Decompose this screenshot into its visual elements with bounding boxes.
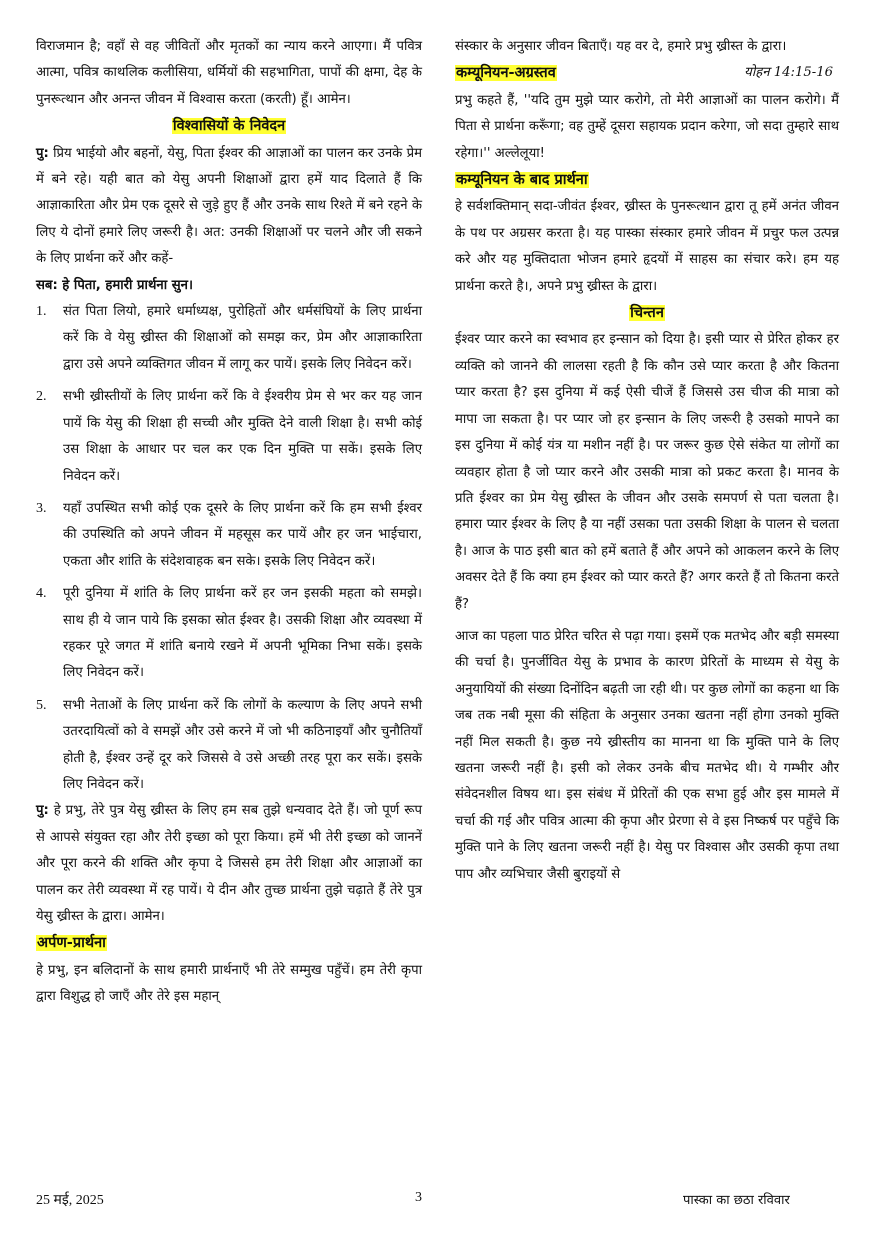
- reflection-paragraph: ईश्वर प्यार करने का स्वभाव हर इन्सान को दिया है। इसी प्यार से प्रेरित होकर हर व्यक्ति को जानने की लालसा रहती है कि कौन उसे प्यार करता है और कितना प्यार करता है? इस दुनिया में कई ऐसी चीजें हैं जिससे उस चीज की मात्रा को मापा जा सकता है। पर प्यार जो हर इन्सान के लिए जरूरी है उसको मापने का इस दुनिया में कोई यंत्र या मशीन नहीं है। पर जरूर कुछ ऐसे संकेत या लोगों का व्यवहार होता है जो प्यार करने और उसकी मात्रा को प्रकट करता है। मानव के प्रति ईश्वर का प्रेम येसु ख्रीस्त के जीवन और उसके समपर्ण से पता चलता है। हमारा प्यार ईश्वर के लिए है या नहीं उसका पता उसकी शिक्षा के पालन से चलता है। आज के पाठ इसी बात को हमें बताते हैं और अपने को आकलन करने के लिए अवसर देते हैं कि क्या हम ईश्वर को प्यार करते हैं? अगर करते हैं तो कितना करते हैं?: [455, 332, 839, 612]
- prayers-of-faithful-heading: विश्वासियों के निवेदन: [172, 118, 286, 135]
- right-column: [455, 34, 839, 888]
- petition-text: संत पिता लियो, हमारे धर्माध्यक्ष, पुरोहितों और धर्मसंघियों के लिए प्रार्थना करें कि वे येसु ख्रीस्त की शिक्षाओं को समझ कर, प्रेम और आज्ञाकारिता द्वारा उसे अपने व्यक्तिगत जीवन में लागू कर पायें। इसके लिए निवेदन करें।: [63, 304, 422, 372]
- petition-text: पूरी दुनिया में शांति के लिए प्रार्थना करें हर जन इसकी महता को समझे। साथ ही ये जान पाये कि इसका स्रोत ईश्वर है। उसकी शिक्षा और व्यवस्था में रहकर पूरे जगत में शांति बनाये रखने में अपनी भूमिका निभा सकें। इसके लिए निवेदन करें।: [63, 586, 422, 681]
- post-communion-heading: कम्यूनियन के बाद प्रार्थना: [456, 172, 588, 189]
- petition-item: [36, 693, 422, 799]
- closing-prayer: [36, 798, 422, 930]
- petition-number: 1.: [36, 304, 47, 320]
- congregation-response: सब: हे पिता, हमारी प्रार्थना सुन।: [36, 277, 193, 293]
- petition-number: 4.: [36, 586, 47, 602]
- petition-text: यहाँ उपस्थित सभी कोई एक दूसरे के लिए प्रार्थना करें कि हम सभी ईश्वर की उपस्थिति को अपने जीवन में महसूस कर पायें और हर जन भाईचारा, एकता और शांति के संदेशवाहक बन सके। इसके लिए निवेदन करें।: [63, 500, 422, 569]
- offering-prayer-heading: अर्पण-प्रार्थना: [37, 935, 106, 952]
- offering-prayer-ending: संस्कार के अनुसार जीवन बिताएँ। यह वर दे, हमारे प्रभु ख्रीस्त के द्वारा।: [455, 39, 787, 54]
- petition-item: [36, 299, 422, 378]
- closing-text: हे प्रभु, तेरे पुत्र येसु ख्रीस्त के लिए हम सब तुझे धन्यवाद देते हैं। जो पूर्ण रूप से आपसे संयुक्त रहा और तेरी इच्छा को पूरा किया। हमें भी तेरी इच्छा को जाननें और पूरा करने की शक्ति और कृपा दे जिससे हम तेरी शिक्षा और आज्ञाओं का पालन कर तेरी व्यवस्था में रह पायें। ये दीन और तुच्छ प्रार्थना तुझे चढ़ाते हैं तेरे पुत्र येसु ख्रीस्त के द्वारा। आमेन।: [36, 803, 422, 924]
- petition-number: 5.: [36, 697, 47, 713]
- creed-ending: विराजमान है; वहाँ से वह जीवितों और मृतकों का न्याय करने आएगा। मैं पवित्र आत्मा, पवित्र काथलिक कलीसिया, धर्मियों की सहभागिता, पापों की क्षमा, देह के पुनरूत्थान और अनन्त जीवन में विश्वास करता (करती) हूँ। आमेन।: [36, 39, 422, 107]
- post-communion-text: हे सर्वशक्तिमान् सदा-जीवंत ईश्वर, ख्रीस्त के पुनरूत्थान द्वारा तू हमें अनंत जीवन के पथ पर अग्रसर करता है। यह पास्का संस्कार हमारे जीवन में प्रचुर फल उत्पन्न करे और यह मुक्तिदाता भोजन हमारे हृदयों में साहस का संचार करे। हम यह प्रार्थना करते है।, अपने प्रभु ख्रीस्त के द्वारा।: [455, 199, 839, 294]
- communion-antiphon-heading: कम्यूनियन-अग्रस्तव: [456, 65, 556, 82]
- petition-text: सभी ख्रीस्तीयों के लिए प्रार्थना करें कि वे ईश्वरीय प्रेम से भर कर यह जान पायें कि येसु की शिक्षा ही सच्ची और मुक्ति देने वाली शिक्षा है। सभी कोई उस शिक्षा के आधार पर चल कर एक दिन मुक्ति पा सकें। इसके लिए निवेदन करें।: [63, 389, 422, 484]
- communion-antiphon-header: [455, 60, 839, 87]
- intro-text: प्रिय भाईयो और बहनों, येसु, पिता ईश्वर की आज्ञाओं का पालन कर उनके प्रेम में बने रहे। यही बात को येसु अपनी शिक्षाओं द्वारा हमें याद दिलाते हैं कि आज्ञाकारिता और प्रेम एक दूसरे से जुड़े हुए हैं और उनके साथ रिश्ते में बने रहने के लिए ये दोनों हमारे लिए जरूरी है। अत: उनकी शिक्षाओं पर चलने और जी सकने के लिए प्रार्थना करें और कहें-: [36, 145, 422, 267]
- petition-item: [36, 496, 422, 575]
- petition-number: 3.: [36, 500, 47, 516]
- reflection-heading: चिन्तन: [630, 305, 664, 322]
- priest-label: पु:: [36, 803, 49, 819]
- petition-item: [36, 384, 422, 490]
- petition-number: 2.: [36, 389, 47, 405]
- petition-item: [36, 581, 422, 687]
- offering-prayer-text: हे प्रभु, इन बलिदानों के साथ हमारी प्रार्थनाएँ भी तेरे सम्मुख पहुँचें। हम तेरी कृपा द्वारा विशुद्ध हो जाएँ और तेरे इस महान्: [36, 962, 422, 1005]
- footer-occasion: पास्का का छठा रविवार: [683, 1193, 790, 1208]
- reflection-paragraph: आज का पहला पाठ प्रेरित चरित से पढ़ा गया। इसमें एक मतभेद और बड़ी समस्या की चर्चा है। पुनर्जीवित येसु के प्रभाव के कारण प्रेरितों के माध्यम से येसु के अनुयायियों की संख्या दिनोंदिन बढ़ती जा रही थी। पर कुछ लोगों का कहना था कि जब तक नबी मूसा की संहिता के अनुसार उनका खतना नहीं होगा उनको मुक्ति नहीं मिल सकती है। कुछ नये ख्रीस्तीय का मानना था कि मुक्ति पाने के लिए खतना जरूरी नहीं है। इसी को लेकर उनके बीच मतभेद थी। ये गम्भीर और संवेदनशील विषय था। इस संबंध में प्रेरितों की एक सभा हुई और इस मामले में चर्चा की गई और पवित्र आत्मा की कृपा और प्रेरणा से वे इस निष्कर्ष पर पहुँचे कि मुक्ति पाने के लिए खतना जरूरी नहीं है। येसु पर विश्वास और उसकी कृपा तथा पाप और व्यभिचार जैसी बुराइयों से: [455, 628, 839, 882]
- page-number: 3: [415, 1190, 422, 1205]
- communion-antiphon-text: प्रभु कहते हैं, ''यदि तुम मुझे प्यार करोगे, तो मेरी आज्ञाओं का पालन करोगे। मैं पिता से प्रार्थना करूँगा; वह तुम्हें दूसरा सहायक प्रदान करेगा, जो सदा तुम्हारे साथ रहेगा।'' अल्लेलूया!: [455, 92, 839, 161]
- footer-date: 25 मई, 2025: [36, 1193, 104, 1208]
- left-column: [36, 34, 422, 1011]
- priest-label: पु:: [36, 145, 49, 161]
- intro-prayer: [36, 141, 422, 273]
- scripture-reference: योहन 14:15-16: [744, 65, 833, 81]
- petition-text: सभी नेताओं के लिए प्रार्थना करें कि लोगों के कल्याण के लिए अपने सभी उतरदायित्वों को वे समझें और उसे करने में जो भी कठिनाइयाँ और चुनौतियाँ होती है, ईश्वर उन्हें दूर करे जिससे वे उसे अच्छी तरह पूरा कर सकें। इसके लिए निवेदन करें।: [63, 697, 422, 792]
- petition-list: [36, 299, 422, 798]
